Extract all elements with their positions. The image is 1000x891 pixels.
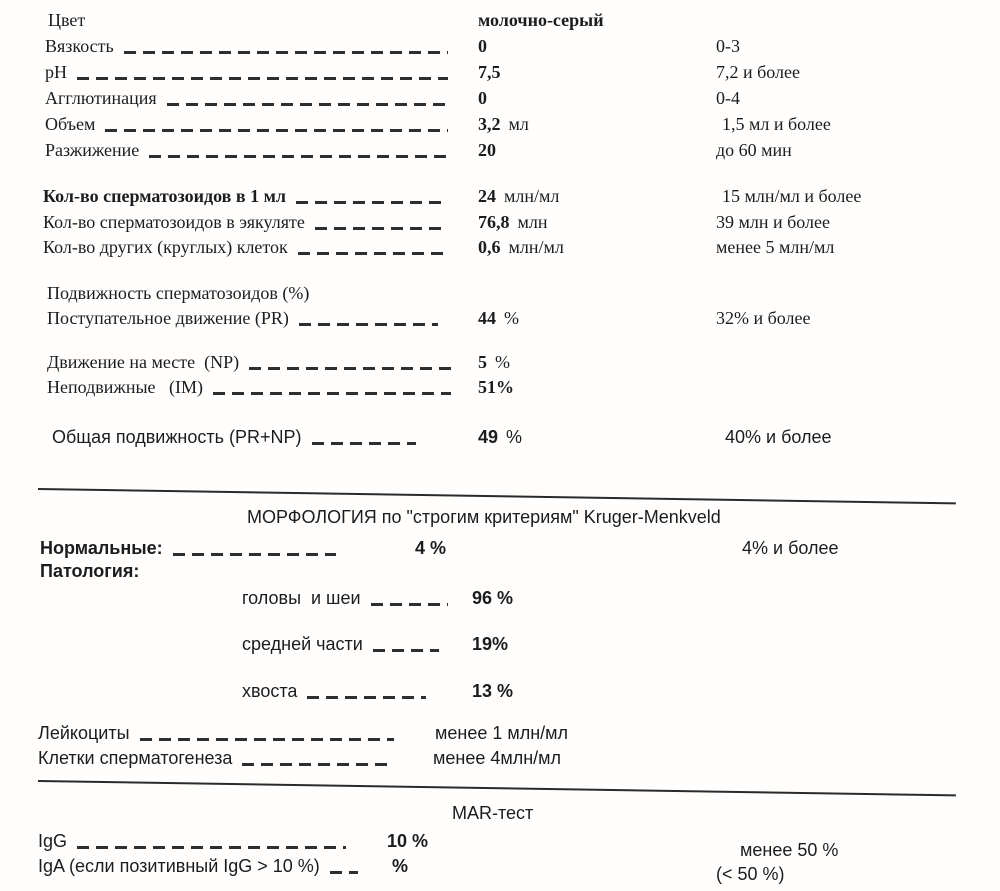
row-label: Кол-во сперматозоидов в 1 мл: [43, 186, 286, 206]
row-label: Кол-во сперматозоидов в эякуляте: [43, 212, 305, 232]
row-label-wrap: [43, 210, 452, 234]
row-value-unit: %: [504, 308, 519, 328]
row-label-wrap: [43, 184, 452, 208]
row-label-wrap: [40, 559, 139, 583]
row-value-number: 3,2: [478, 114, 501, 134]
row-value: [478, 210, 548, 234]
row-value: [478, 235, 564, 259]
row-value-unit: мл: [508, 114, 529, 134]
row-value: [478, 8, 604, 32]
report-row: [0, 586, 1000, 610]
row-label: Неподвижные (IM): [47, 377, 204, 397]
dash-leader: [249, 367, 451, 370]
row-label: головы и шеи: [242, 588, 361, 608]
row-value-number: молочно-серый: [478, 10, 604, 30]
row-value-number: 24: [478, 186, 496, 206]
report-row: [0, 679, 1000, 703]
row-value: [392, 854, 408, 878]
row-label-wrap: [38, 746, 392, 770]
report-row: [0, 235, 1000, 259]
dash-leader: [371, 603, 448, 606]
dash-leader: [140, 738, 394, 741]
row-label-wrap: [45, 60, 452, 84]
row-value: [478, 86, 487, 110]
row-reference: 1,5 мл и более: [722, 114, 831, 134]
row-value-number: 10 %: [387, 831, 429, 851]
row-value: [478, 112, 529, 136]
dash-leader: [296, 201, 448, 204]
dash-leader: [124, 51, 448, 54]
row-value-number: 4 %: [415, 538, 447, 558]
report-row: [0, 375, 1000, 399]
row-label: хвоста: [242, 681, 298, 701]
row-label: Нормальные:: [40, 538, 163, 558]
row-label-wrap: [52, 425, 420, 449]
row-reference: до 60 мин: [716, 140, 792, 160]
row-label: Поступательное движение (PR): [47, 308, 289, 328]
row-value: [433, 746, 561, 770]
row-value: [387, 829, 428, 853]
row-label: Кол-во других (круглых) клеток: [43, 237, 288, 257]
row-value-unit: %: [506, 427, 523, 447]
report-row: [0, 746, 1000, 770]
dash-leader: [307, 696, 426, 699]
report-row: [0, 210, 1000, 234]
dash-leader: [77, 77, 448, 80]
row-label: Объем: [45, 114, 96, 134]
row-value: [478, 138, 496, 162]
row-value-number: 76,8: [478, 212, 510, 232]
dash-leader: [299, 323, 438, 326]
row-value: [478, 425, 522, 449]
dash-leader: [373, 649, 439, 652]
row-label: Движение на месте (NP): [47, 352, 240, 372]
row-reference: 40% и более: [725, 427, 832, 447]
row-label-wrap: [47, 350, 455, 374]
row-reference: 15 млн/мл и более: [722, 186, 862, 206]
row-reference: менее 5 млн/мл: [716, 237, 835, 257]
row-label: Патология:: [40, 561, 140, 581]
row-value: [478, 375, 514, 399]
dash-leader: [105, 129, 448, 132]
row-label-wrap: [47, 375, 455, 399]
row-label: Клетки сперматогенеза: [38, 748, 233, 768]
row-value-number: менее 4млн/мл: [433, 748, 562, 768]
row-value: [478, 34, 487, 58]
row-value-number: %: [392, 856, 409, 876]
row-value-number: 19%: [472, 634, 509, 654]
dash-leader: [312, 442, 417, 445]
row-label: Цвет: [48, 10, 86, 30]
row-value-number: 0: [478, 36, 487, 56]
row-value: [472, 632, 508, 656]
report-row: [0, 829, 1000, 860]
row-value-number: 49: [478, 427, 499, 447]
report-row: [0, 559, 1000, 583]
dash-leader: [167, 103, 448, 106]
dash-leader: [315, 227, 448, 230]
dash-leader: [213, 392, 451, 395]
row-label: Лейкоциты: [38, 723, 130, 743]
report-row: [0, 60, 1000, 84]
row-value-number: 13 %: [472, 681, 514, 701]
row-value-number: 5: [478, 352, 487, 372]
row-value: [435, 721, 568, 745]
row-value: [478, 350, 510, 374]
report-row: [0, 8, 1000, 32]
row-label-wrap: [45, 112, 452, 136]
row-reference: менее 50 %: [740, 840, 839, 860]
row-value-number: 7,5: [478, 62, 501, 82]
row-label-wrap: [45, 34, 452, 58]
row-reference: 0-4: [716, 88, 740, 108]
report-row: [0, 86, 1000, 110]
row-label-wrap: [38, 829, 350, 853]
row-label: IgA (если позитивный IgG > 10 %): [38, 856, 320, 876]
report-row: [0, 281, 1000, 305]
row-value-unit: млн/мл: [504, 186, 560, 206]
row-value: [478, 184, 559, 208]
report-row: [0, 184, 1000, 208]
row-reference: 0-3: [716, 36, 740, 56]
row-value: [415, 536, 446, 560]
report-row: [0, 425, 1000, 449]
report-row: [0, 306, 1000, 330]
row-label: pH: [45, 62, 67, 82]
divider-rule-bottom: [38, 780, 956, 796]
row-label-wrap: [45, 86, 452, 110]
section-header-morphology: МОРФОЛОГИЯ по "строгим критериям" Kruger-Menkveld: [247, 507, 721, 527]
row-value: [472, 586, 513, 610]
row-reference: (< 50 %): [716, 864, 785, 884]
dash-leader: [330, 871, 358, 874]
row-label-wrap: [242, 632, 443, 656]
row-label: IgG: [38, 831, 68, 851]
row-reference: 4% и более: [742, 538, 839, 558]
row-label-wrap: [47, 306, 442, 330]
report-row: [0, 34, 1000, 58]
row-label: Подвижность сперматозоидов (%): [47, 283, 310, 303]
row-reference: 7,2 и более: [716, 62, 801, 82]
row-value-number: 20: [478, 140, 496, 160]
row-label-wrap: [45, 138, 452, 162]
row-label: средней части: [242, 634, 363, 654]
dash-leader: [242, 763, 388, 766]
row-value-number: 44: [478, 308, 496, 328]
row-label-wrap: [242, 586, 452, 610]
row-value-number: 51%: [478, 377, 514, 397]
row-label: Разжижение: [45, 140, 140, 160]
report-row: [0, 854, 1000, 884]
row-label-wrap: [48, 8, 85, 32]
dash-leader: [173, 553, 336, 556]
dash-leader: [77, 846, 346, 849]
report-row: [0, 112, 1000, 136]
row-value: [478, 306, 519, 330]
row-label-wrap: [40, 536, 340, 560]
row-label: Общая подвижность (PR+NP): [52, 427, 302, 447]
row-value: [478, 60, 501, 84]
report-row: [0, 721, 1000, 745]
row-label-wrap: [47, 281, 309, 305]
dash-leader: [298, 252, 448, 255]
section-header-mar-test: MAR-тест: [452, 803, 534, 823]
row-value: [472, 679, 513, 703]
row-value-number: менее 1 млн/мл: [435, 723, 569, 743]
report-row: [0, 536, 1000, 560]
row-reference: 32% и более: [716, 308, 811, 328]
row-value-number: 96 %: [472, 588, 514, 608]
row-label: Вязкость: [45, 36, 114, 56]
row-label-wrap: [43, 235, 452, 259]
row-label: Агглютинация: [45, 88, 157, 108]
row-value-unit: млн: [517, 212, 548, 232]
row-label-wrap: [38, 721, 398, 745]
row-label-wrap: [242, 679, 430, 703]
report-row: [0, 632, 1000, 656]
dash-leader: [149, 155, 448, 158]
report-row: [0, 350, 1000, 374]
row-value-number: 0: [478, 88, 487, 108]
row-label-wrap: [38, 854, 362, 878]
divider-rule-top: [38, 488, 956, 504]
row-value-unit: %: [495, 352, 510, 372]
report-row: [0, 138, 1000, 162]
row-value-number: 0,6: [478, 237, 501, 257]
row-value-unit: млн/мл: [508, 237, 564, 257]
row-reference: 39 млн и более: [716, 212, 831, 232]
